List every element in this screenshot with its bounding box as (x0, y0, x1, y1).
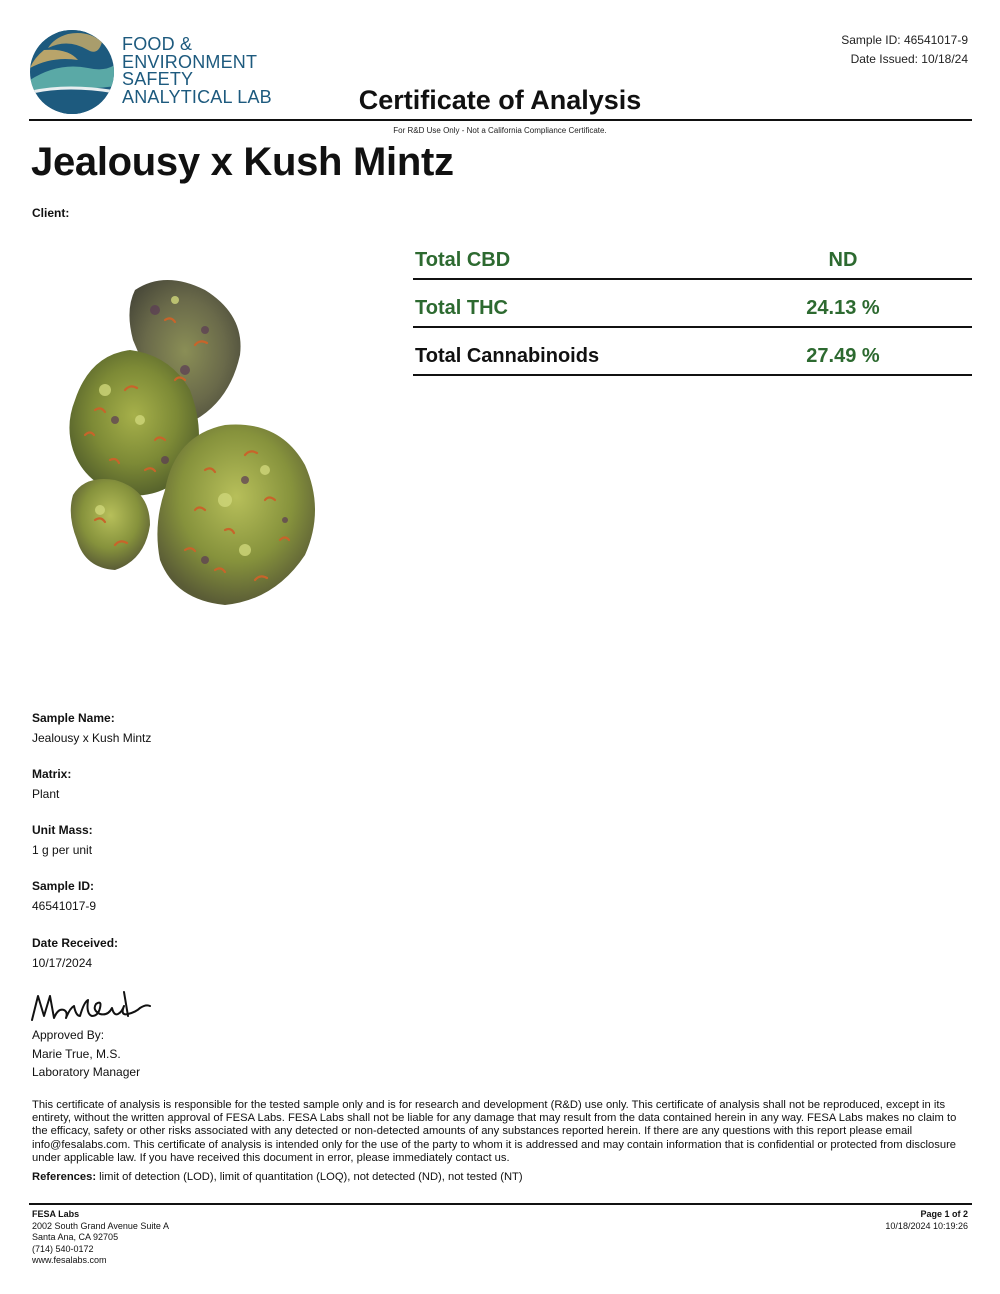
legal-disclaimer: This certificate of analysis is responsible for the tested sample only and is for research and development (R&D) use only. This certificate of analysis shall not be reproduced, except in its entirety, without the written approval of FESA Labs. FESA Labs shall not be liable for any damage that may result from the data contained herein in any way. FESA Labs makes no claim to the efficacy, safety or other risks associated with any detected or non-detected amounts of any substances reported herein. If there are any questions with this report please email info@fesalabs.com. This certificate of analysis is intended only for the use of the party to whom it is addressed and may contain information that is confidential or protected from disclosure under applicable law. If you have received this document in error, please immediately contact us. (32, 1099, 957, 1164)
logo-line: ENVIRONMENT (122, 51, 258, 72)
header-date-issued: Date Issued: 10/18/24 (850, 51, 968, 66)
footer-address (32, 1209, 169, 1267)
footer-address-line: 2002 South Grand Avenue Suite A (32, 1220, 169, 1231)
footer-phone: (714) 540-0172 (32, 1243, 94, 1254)
summary-value: 24.13 % (806, 297, 880, 319)
field-label: Matrix: (32, 767, 72, 781)
field-value: 1 g per unit (32, 843, 93, 857)
compliance-disclaimer: For R&D Use Only - Not a California Compliance Certificate. (393, 126, 607, 135)
summary-label: Total CBD (415, 249, 511, 271)
summary-value: 27.49 % (806, 345, 880, 367)
page-number: Page 1 of 2 (920, 1209, 968, 1219)
signature (28, 986, 153, 1026)
references-text: limit of detection (LOD), limit of quantitation (LOQ), not detected (ND), not tested (NT) (96, 1171, 523, 1183)
field-value: 10/17/2024 (32, 956, 93, 970)
summary-row-total-thc (413, 280, 972, 328)
field-label: Date Received: (32, 936, 119, 950)
field-matrix (32, 765, 71, 803)
footer-timestamp: 10/18/2024 10:19:26 (885, 1220, 968, 1231)
field-unit-mass (32, 821, 93, 859)
field-label: Sample ID: (32, 879, 95, 893)
approved-by-label: Approved By: (32, 1028, 105, 1042)
field-label: Sample Name: (32, 711, 115, 725)
footer-page-info (885, 1209, 968, 1232)
logo-line: FOOD & (122, 34, 193, 54)
approver-name: Marie True, M.S. (32, 1046, 121, 1061)
summary-label: Total THC (415, 297, 508, 319)
approver-role: Laboratory Manager (32, 1065, 141, 1079)
footer-address-line: Santa Ana, CA 92705 (32, 1232, 119, 1242)
document-title: Certificate of Analysis (358, 85, 642, 115)
field-label: Unit Mass: (32, 823, 93, 837)
footer-website: www.fesalabs.com (32, 1255, 107, 1265)
field-value: Plant (32, 787, 60, 801)
references-label: References: (32, 1171, 97, 1183)
field-sample-id (32, 877, 96, 915)
header-meta (841, 31, 968, 68)
field-date-received (32, 934, 118, 972)
summary-row-total-cbd (413, 232, 972, 280)
logo-line: SAFETY (122, 69, 194, 89)
footer-firm: FESA Labs (32, 1209, 80, 1219)
approval-block (32, 1026, 140, 1082)
sample-photo (55, 270, 345, 620)
logo-line: ANALYTICAL LAB (122, 86, 272, 107)
header-sample-id: Sample ID: 46541017-9 (841, 33, 968, 47)
client-label: Client: (32, 206, 70, 220)
divider (29, 119, 972, 121)
references (32, 1171, 968, 1183)
summary-label: Total Cannabinoids (415, 345, 600, 367)
divider (29, 1203, 972, 1205)
field-sample-name (32, 709, 151, 747)
field-value: 46541017-9 (32, 899, 97, 913)
field-value: Jealousy x Kush Mintz (32, 731, 152, 745)
summary-value: ND (828, 249, 858, 271)
summary-row-total-cannabinoids (413, 328, 972, 376)
sample-title: Jealousy x Kush Mintz (31, 140, 454, 184)
cannabinoid-summary (413, 232, 972, 376)
